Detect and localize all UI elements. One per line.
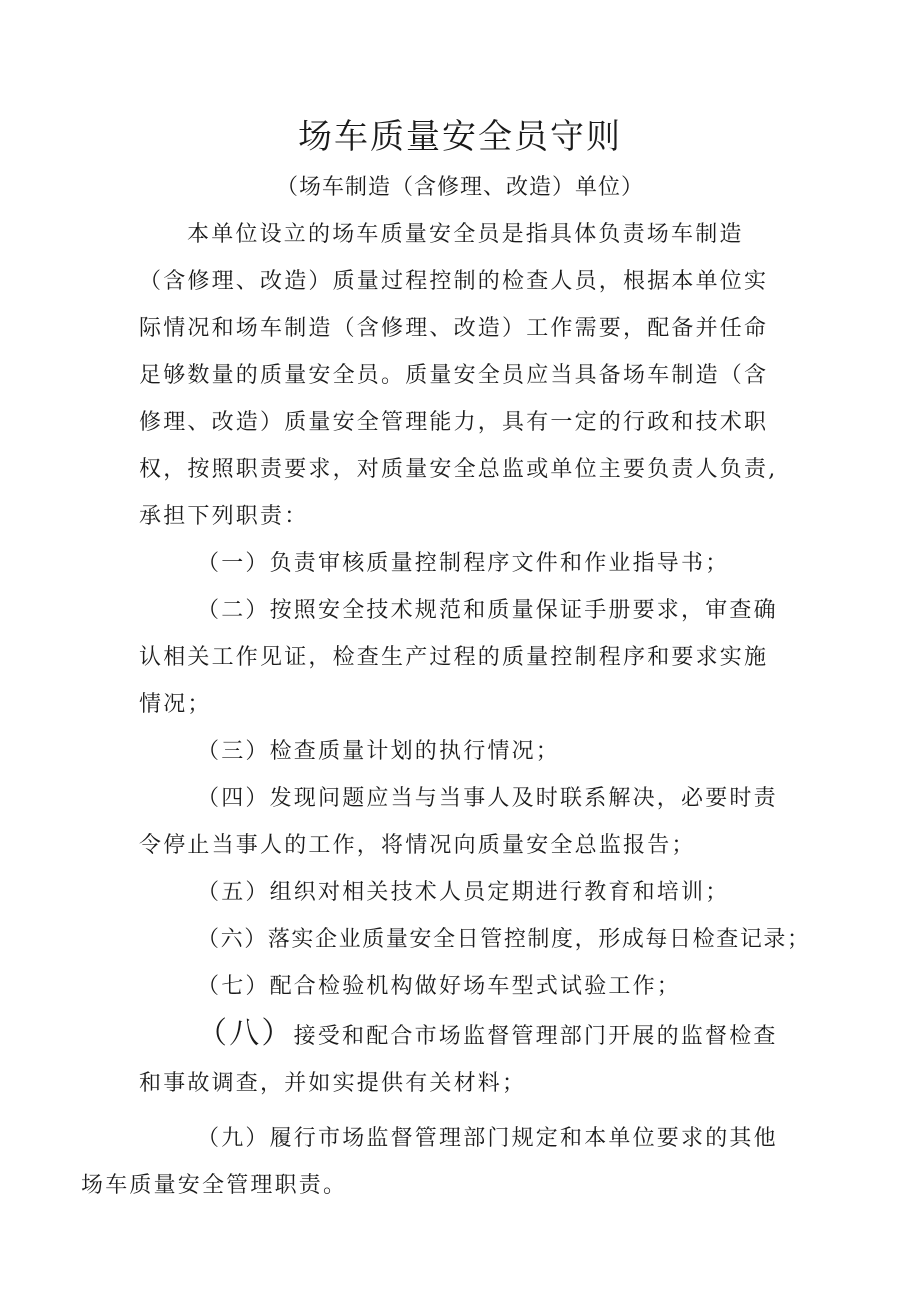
duty-item-4 (139, 775, 787, 869)
duty-item-5 (139, 869, 787, 916)
document-title: 场车质量安全员守则 (298, 117, 622, 157)
item-text: 组织对相关技术人员定期进行教育和培训； (269, 880, 730, 905)
document-body (81, 211, 811, 1209)
item-text: 检查质量计划的执行情况； (269, 739, 561, 764)
duty-item-2 (139, 587, 787, 728)
duty-item-3 (139, 728, 787, 775)
item-text-line-1: 履行市场监督管理部门规定和本单位要求的其他 (269, 1126, 778, 1151)
duty-item-9 (81, 1115, 787, 1209)
duty-item-8 (139, 1010, 787, 1107)
item-marker: （三） (197, 739, 270, 764)
duty-item-1 (139, 540, 787, 587)
item-marker: （九） (197, 1126, 270, 1151)
item-marker: （八） (197, 1016, 294, 1051)
item-marker: （二） (197, 598, 270, 623)
duty-item-6 (139, 916, 811, 963)
item-text: 配合检验机构做好场车型式试验工作； (269, 974, 682, 999)
duty-item-7 (139, 963, 787, 1010)
item-marker: （四） (197, 786, 270, 811)
item-text: 接受和配合市场监督管理部门开展的监督检查和事故调查，并如实提供有关材料； (139, 1024, 778, 1096)
item-marker: （五） (197, 880, 270, 905)
item-text: 落实企业质量安全日管控制度，形成每日检查记录； (267, 927, 811, 952)
item-marker: （七） (197, 974, 270, 999)
item-marker: （六） (197, 927, 268, 952)
item-text-line-2: 场车质量安全管理职责。 (81, 1173, 348, 1198)
intro-paragraph: 本单位设立的场车质量安全员是指具体负责场车制造（含修理、改造）质量过程控制的检查人员，根据本单位实际情况和场车制造（含修理、改造）工作需要，配备并任命足够数量的质量安全员。质量安全员应当具备场车制造（含修理、改造）质量安全管理能力，具有一定的行政和技术职权，按照职责要求，对质量安全总监或单位主要负责人负责,承担下列职责： (139, 222, 778, 529)
item-text: 发现问题应当与当事人及时联系解决，必要时责令停止当事人的工作，将情况向质量安全总监报告； (139, 786, 778, 858)
document-subtitle: （场车制造（含修理、改造）单位） (275, 175, 644, 200)
item-text: 负责审核质量控制程序文件和作业指导书； (269, 551, 730, 576)
item-marker: （一） (197, 551, 270, 576)
item-text: 按照安全技术规范和质量保证手册要求，审查确认相关工作见证，检查生产过程的质量控制程序和要求实施情况； (139, 598, 778, 717)
